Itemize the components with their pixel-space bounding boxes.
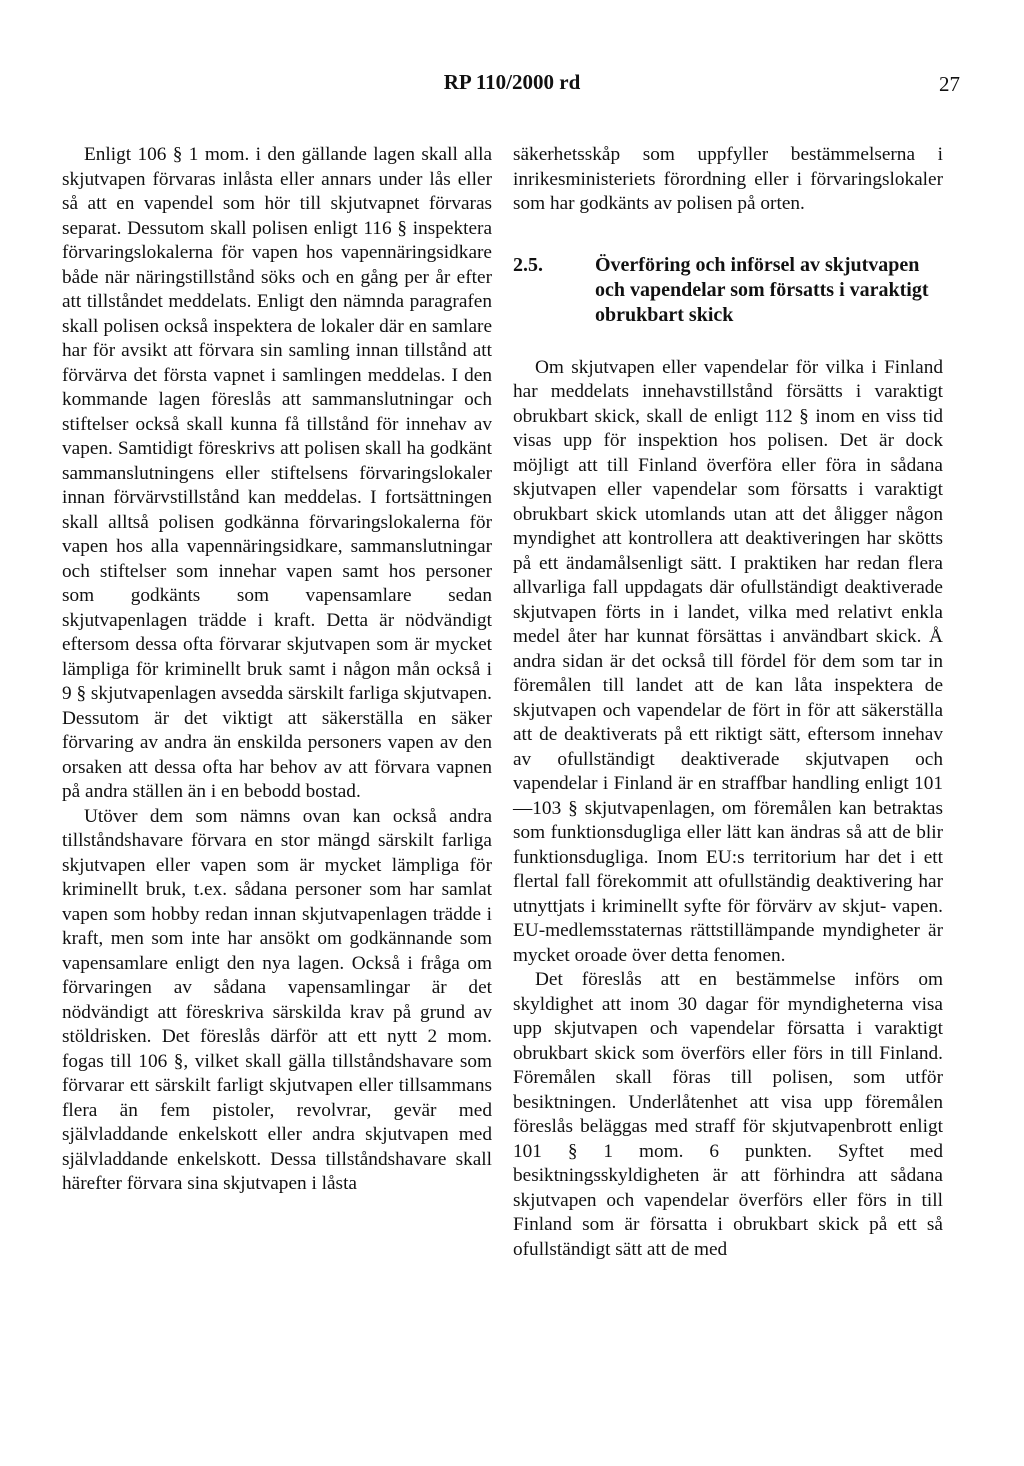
body-paragraph: Enligt 106 § 1 mom. i den gällande lagen skall alla skjutvapen förvaras inlåsta eller annars under lås eller så att en vapendel som hör till skjutvapnet förvaras separat. Dessutom skall polisen enligt 116 § inspektera förvaringslokalerna för vapen hos vapennäringsidkare både när näringstillstånd söks och en gång per år efter att tillståndet meddelats. Enligt den nämnda paragrafen skall polisen också inspektera de lokaler där en samlare har för avsikt att förvara sin samling innan tillstånd att förvärva det första vapnet i samlingen meddelas. I den kommande lagen föreslås att sammanslutningar och stiftelser också skall kunna få tillstånd för innehav av vapen. Samtidigt föreskrivs att polisen skall ha godkänt sammanslutningens eller stiftelsens förvaringslokaler innan förvärvstillstånd kan meddelas. I fortsättningen skall alltså polisen godkänna förvaringslokalerna för vapen hos alla vapennäringsidkare, sammanslutningar och stiftelser som innehar vapen samt hos personer som godkänts som vapensamlare sedan skjutvapenlagen trädde i kraft. Detta är nödvändigt eftersom dessa ofta förvarar skjutvapen som är mycket lämpliga för kriminellt bruk samt i någon mån också i 9 § skjutvapenlagen avsedda särskilt farliga skjutvapen. Dessutom är det viktigt att säkerställa en säker förvaring av andra än enskilda personers vapen av den orsaken att dessa ofta har behov av att förvara vapnen på andra ställen än i en bebodd bostad. [62,144,492,802]
left-column [62,143,492,1197]
body-paragraph: Det föreslås att en bestämmelse införs om skyldighet att inom 30 dagar för myndigheterna visa upp skjutvapen och vapendelar försatta i varaktigt obrukbart skick som överförs eller förs in till Finland. Föremålen skall föras till polisen, som utför besiktningen. Underlåtenhet att visa upp föremålen föreslås beläggas med straff för skjutvapenbrott enligt 101 § 1 mom. 6 punkten. Syftet med besiktningsskyldigheten är att förhindra att sådana skjutvapen och vapendelar överförs eller förs in till Finland som är försatta i obrukbart skick på ett så ofullständigt sätt att de med [513,969,943,1260]
section-number: 2.5. [513,253,543,276]
document-title: RP 110/2000 rd [443,70,581,94]
right-column [513,143,943,1262]
section-title: Överföring och införsel av skjutvapen och vapendelar som försatts i varaktigt obrukbart skick [595,253,929,326]
body-paragraph: Om skjutvapen eller vapendelar för vilka i Finland har meddelats innehavstillstånd försätts i varaktigt obrukbart skick, skall de enligt 112 § inom en viss tid visas upp för inspektion hos polisen. Det är dock möjligt att till Finland överföra eller föra in sådana skjutvapen eller vapendelar som försatts i varaktigt obrukbart skick utomlands utan att det åligger någon myndighet att kontrollera att deaktiveringen har skötts på ett ändamålsenligt sätt. I praktiken har redan flera allvarliga fall uppdagats där ofullständigt deaktiverade skjutvapen förts in i landet, vilka med relativt enkla medel åter har kunnat försättas i användbart skick. Å andra sidan är det också till fördel för dem som tar in föremålen till landet att de kan låta inspektera de skjutvapen och vapendelar de fört in för att säkerställa att de deaktiverats på ett riktigt sätt, eftersom innehav av ofullständigt deaktiverade skjutvapen och vapendelar i Finland är en straffbar handling enligt 101—103 § skjutvapenlagen, om föremålen kan betraktas som funktionsdugliga eller lätt kan ändras så att de blir funktionsdugliga. Inom EU:s territorium har det i ett flertal fall förekommit att ofullständig deaktivering har utnyttjats i kriminellt syfte för förvärv av skjut- vapen. EU-medlemsstaternas rättstillämpande myndigheter är mycket oroade över detta fenomen. [513,356,943,966]
page-number: 27 [939,72,960,96]
continued-paragraph: säkerhetsskåp som uppfyller bestämmelserna i inrikesministeriets förordning eller i förvaringslokaler som har godkänts av polisen på orten. [513,144,943,214]
body-paragraph: Utöver dem som nämns ovan kan också andra tillståndshavare förvara en stor mängd särskilt farliga skjutvapen eller vapen som är mycket lämpliga för kriminellt bruk, t.ex. sådana personer som har samlat vapen som hobby redan innan skjutvapenlagen trädde i kraft, men som inte har ansökt om godkännande som vapensamlare enligt den nya lagen. Också i fråga om förvaringen av sådana vapensamlingar är det nödvändigt att föreskriva särskilda krav på grund av stöldrisken. Det föreslås därför att ett nytt 2 mom. fogas till 106 §, vilket skall gälla tillståndshavare som förvarar ett särskilt farligt skjutvapen eller tillsammans flera än fem pistoler, revolvrar, gevär med självladdande enkelskott eller andra skjutvapen med självladdande enkelskott. Dessa tillståndshavare skall härefter förvara sina skjutvapen i låsta [62,805,492,1194]
section-heading [513,253,943,328]
